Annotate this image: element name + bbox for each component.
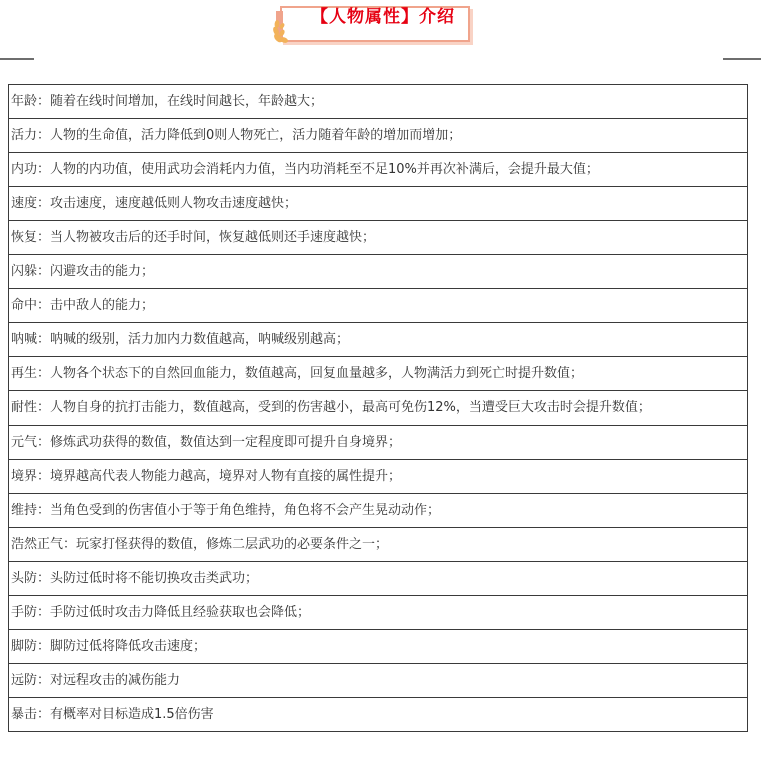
table-row xyxy=(9,494,748,528)
table-row xyxy=(9,528,748,562)
table-row xyxy=(9,221,748,255)
table-cell: 境界：境界越高代表人物能力越高，境界对人物有直接的属性提升； xyxy=(9,460,748,494)
table-row xyxy=(9,323,748,357)
header-divider-right xyxy=(723,58,761,60)
table-cell: 浩然正气：玩家打怪获得的数值，修炼二层武功的必要条件之一； xyxy=(9,528,748,562)
table-cell: 元气：修炼武功获得的数值，数值达到一定程度即可提升自身境界； xyxy=(9,426,748,460)
table-cell: 耐性：人物自身的抗打击能力，数值越高，受到的伤害越小，最高可免伤12%，当遭受巨大攻击时会提升数值； xyxy=(9,391,748,426)
table-cell: 命中：击中敌人的能力； xyxy=(9,289,748,323)
table-row xyxy=(9,562,748,596)
table-row xyxy=(9,426,748,460)
table-row xyxy=(9,187,748,221)
section-header xyxy=(0,0,761,62)
table-row xyxy=(9,391,748,426)
laurel-icon xyxy=(270,14,296,44)
table-row xyxy=(9,596,748,630)
attribute-table xyxy=(8,84,748,732)
table-row xyxy=(9,289,748,323)
table-row xyxy=(9,698,748,732)
page-title: 【人物属性】介绍 xyxy=(311,7,455,27)
table-row xyxy=(9,255,748,289)
table-cell: 头防：头防过低时将不能切换攻击类武功； xyxy=(9,562,748,596)
table-cell: 再生：人物各个状态下的自然回血能力，数值越高，回复血量越多，人物满活力到死亡时提升数值； xyxy=(9,357,748,391)
table-cell: 闪躲：闪避攻击的能力； xyxy=(9,255,748,289)
table-cell: 脚防：脚防过低将降低攻击速度； xyxy=(9,630,748,664)
table-cell: 内功：人物的内功值，使用武功会消耗内力值，当内功消耗至不足10%并再次补满后，会提升最大值； xyxy=(9,153,748,187)
table-cell: 手防：手防过低时攻击力降低且经验获取也会降低； xyxy=(9,596,748,630)
table-cell: 维持：当角色受到的伤害值小于等于角色维持，角色将不会产生晃动动作； xyxy=(9,494,748,528)
table-row xyxy=(9,664,748,698)
table-row xyxy=(9,85,748,119)
table-cell: 暴击：有概率对目标造成1.5倍伤害 xyxy=(9,698,748,732)
table-cell: 呐喊：呐喊的级别，活力加内力数值越高，呐喊级别越高； xyxy=(9,323,748,357)
table-cell: 远防：对远程攻击的减伤能力 xyxy=(9,664,748,698)
table-cell: 年龄：随着在线时间增加，在线时间越长，年龄越大； xyxy=(9,85,748,119)
table-cell: 速度：攻击速度，速度越低则人物攻击速度越快； xyxy=(9,187,748,221)
table-row xyxy=(9,460,748,494)
header-divider-left xyxy=(0,58,34,60)
table-cell: 恢复：当人物被攻击后的还手时间，恢复越低则还手速度越快； xyxy=(9,221,748,255)
table-cell: 活力：人物的生命值，活力降低到0则人物死亡，活力随着年龄的增加而增加； xyxy=(9,119,748,153)
table-row xyxy=(9,119,748,153)
table-row xyxy=(9,153,748,187)
table-row xyxy=(9,630,748,664)
table-row xyxy=(9,357,748,391)
